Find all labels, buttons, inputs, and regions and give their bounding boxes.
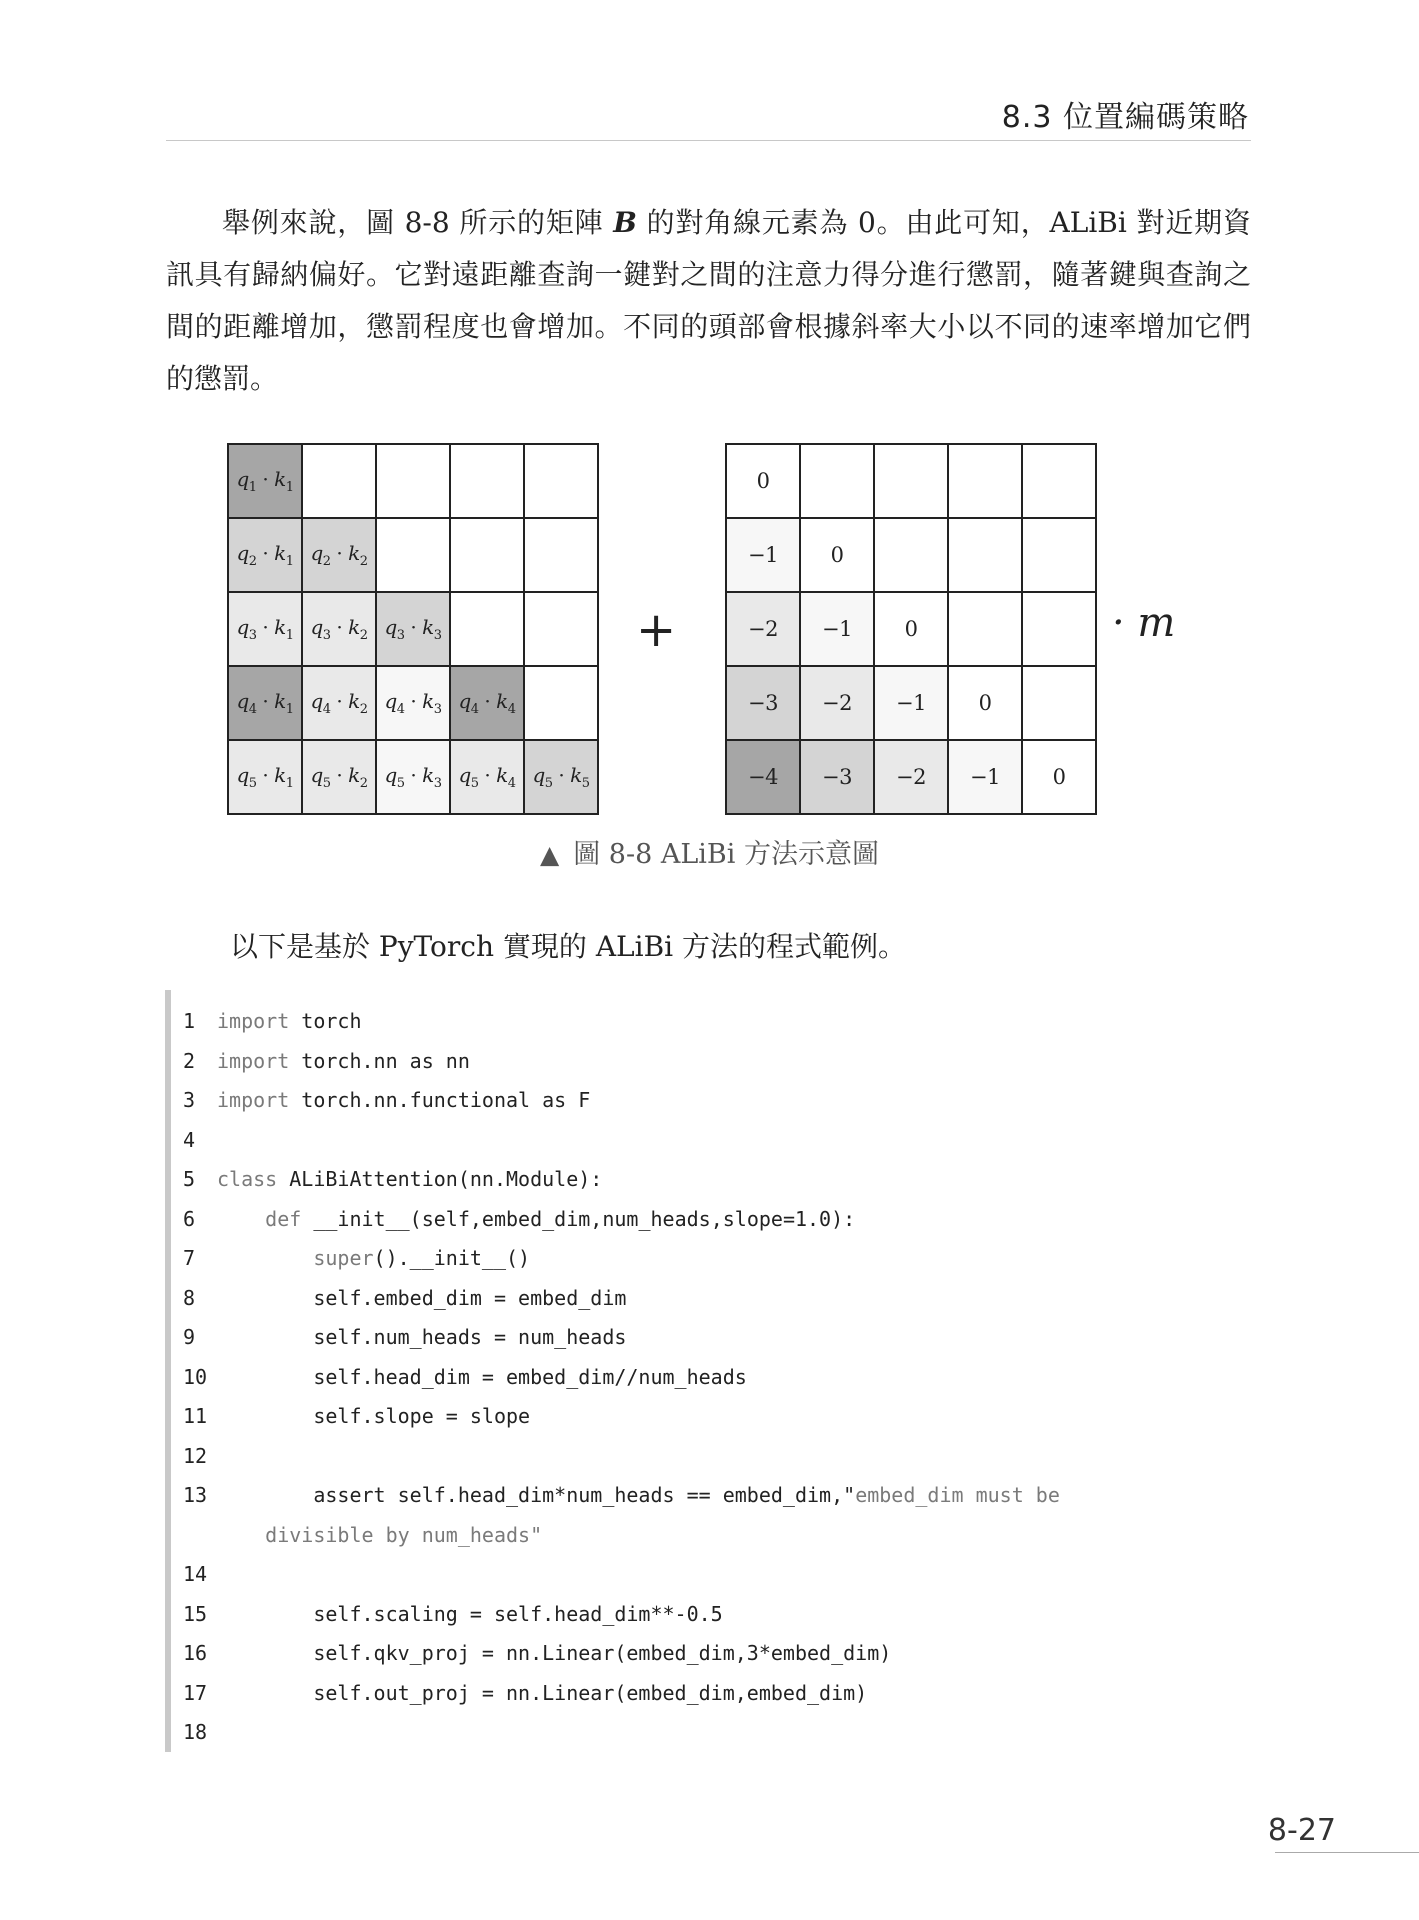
code-line <box>183 1239 1183 1279</box>
code-line <box>183 1160 1183 1200</box>
line-number: 7 <box>183 1246 196 1270</box>
bias-cell: −2 <box>800 666 874 740</box>
empty-cell <box>450 518 524 592</box>
code-text <box>217 1523 542 1547</box>
score-cell: $q_4 \cdot k_3$ <box>376 666 450 740</box>
score-cell: $q_5 \cdot k_4$ <box>450 740 524 814</box>
score-cell: $q_1 \cdot k_1$ <box>228 444 302 518</box>
line-number: 1 <box>183 1009 196 1033</box>
line-number: 10 <box>183 1364 208 1389</box>
code-line <box>183 1595 1183 1635</box>
slope-multiplier: · m <box>1112 600 1176 646</box>
bias-cell: −3 <box>800 740 874 814</box>
figure-caption-text: 圖 8-8 ALiBi 方法示意圖 <box>573 839 879 870</box>
empty-cell <box>524 592 598 666</box>
code-text: import torch <box>217 1009 362 1033</box>
code-line <box>183 1081 1183 1121</box>
code-text: super().__init__() <box>313 1246 531 1270</box>
bias-cell: −2 <box>726 592 800 666</box>
score-cell: $q_3 \cdot k_2$ <box>302 592 376 666</box>
score-cell: $q_3 \cdot k_3$ <box>376 592 450 666</box>
empty-cell <box>874 518 948 592</box>
empty-cell <box>376 518 450 592</box>
code-text: assert self.head_dim*num_heads == embed_dim,"embed_dim must be <box>313 1483 1060 1507</box>
line-number: 5 <box>183 1167 196 1191</box>
code-text: self.head_dim = embed_dim//num_heads <box>313 1364 747 1389</box>
line-number: 2 <box>183 1048 196 1073</box>
code-line <box>183 1516 1183 1556</box>
line-number: 14 <box>183 1562 208 1586</box>
code-text: self.slope = slope <box>313 1404 531 1428</box>
bias-cell: −1 <box>874 666 948 740</box>
code-text: self.qkv_proj = nn.Linear(embed_dim,3*embed_dim) <box>313 1641 892 1665</box>
code-text: import torch.nn.functional as F <box>217 1088 591 1112</box>
line-number: 18 <box>183 1720 208 1744</box>
empty-cell <box>1022 444 1096 518</box>
code-line <box>183 1318 1183 1358</box>
string-literal: embed_dim must be <box>855 1483 1060 1507</box>
bias-cell: 0 <box>800 518 874 592</box>
line-number: 11 <box>183 1404 208 1428</box>
line-number: 3 <box>183 1088 196 1112</box>
bias-cell: −3 <box>726 666 800 740</box>
bias-cell: 0 <box>726 444 800 518</box>
empty-cell <box>1022 666 1096 740</box>
line-number: 8 <box>183 1285 196 1310</box>
score-cell: $q_5 \cdot k_1$ <box>228 740 302 814</box>
position-bias-matrix <box>725 443 1097 815</box>
keyword: import <box>217 1009 290 1033</box>
code-text: self.num_heads = num_heads <box>313 1325 627 1349</box>
bias-cell: 0 <box>1022 740 1096 814</box>
code-line <box>183 1713 1183 1753</box>
line-number: 15 <box>183 1601 208 1626</box>
score-cell: $q_4 \cdot k_1$ <box>228 666 302 740</box>
empty-cell <box>450 592 524 666</box>
bias-cell: 0 <box>874 592 948 666</box>
bias-cell: −1 <box>726 518 800 592</box>
code-block-bar <box>165 990 171 1752</box>
empty-cell <box>1022 518 1096 592</box>
empty-cell <box>1022 592 1096 666</box>
code-line <box>183 1555 1183 1595</box>
empty-cell <box>524 444 598 518</box>
keyword: class <box>217 1167 278 1191</box>
line-number: 17 <box>183 1680 208 1705</box>
matrix-variable: B <box>613 206 637 239</box>
code-text: self.scaling = self.head_dim**-0.5 <box>313 1601 723 1626</box>
score-cell: $q_5 \cdot k_5$ <box>524 740 598 814</box>
score-cell: $q_4 \cdot k_4$ <box>450 666 524 740</box>
attention-score-matrix <box>227 443 599 815</box>
body-paragraph <box>166 197 1251 405</box>
header-divider <box>166 140 1251 141</box>
code-block <box>183 1002 1183 1753</box>
empty-cell <box>948 592 1022 666</box>
figure-caption <box>0 832 1419 871</box>
code-line <box>183 1634 1183 1674</box>
plus-sign: + <box>636 602 677 658</box>
code-line <box>183 1397 1183 1437</box>
triangle-marker-icon: ▲ <box>539 840 560 869</box>
code-text: import torch.nn as nn <box>217 1048 470 1073</box>
bias-cell: 0 <box>948 666 1022 740</box>
empty-cell <box>376 444 450 518</box>
line-number: 16 <box>183 1641 208 1665</box>
empty-cell <box>874 444 948 518</box>
line-number: 13 <box>183 1483 208 1507</box>
keyword: def <box>265 1206 302 1231</box>
empty-cell <box>524 518 598 592</box>
bias-cell: −2 <box>874 740 948 814</box>
score-cell: $q_5 \cdot k_2$ <box>302 740 376 814</box>
code-text: self.embed_dim = embed_dim <box>313 1285 627 1310</box>
score-cell: $q_4 \cdot k_2$ <box>302 666 376 740</box>
bias-cell: −1 <box>800 592 874 666</box>
keyword: import <box>217 1088 290 1112</box>
empty-cell <box>800 444 874 518</box>
bias-cell: −4 <box>726 740 800 814</box>
code-line <box>183 1476 1183 1516</box>
empty-cell <box>450 444 524 518</box>
empty-cell <box>302 444 376 518</box>
line-number: 4 <box>183 1127 196 1152</box>
empty-cell <box>524 666 598 740</box>
code-text: self.out_proj = nn.Linear(embed_dim,embed_dim) <box>313 1680 868 1705</box>
line-number: 6 <box>183 1206 196 1231</box>
code-text: class ALiBiAttention(nn.Module): <box>217 1167 603 1191</box>
page-number: 8-27 <box>1267 1813 1336 1848</box>
score-cell: $q_2 \cdot k_2$ <box>302 518 376 592</box>
score-cell: $q_3 \cdot k_1$ <box>228 592 302 666</box>
code-intro-text: 以下是基於 PyTorch 實現的 ALiBi 方法的程式範例。 <box>230 930 907 963</box>
line-number: 12 <box>183 1443 208 1468</box>
code-line <box>183 1358 1183 1398</box>
empty-cell <box>948 444 1022 518</box>
code-line <box>183 1200 1183 1240</box>
running-header-title: 8.3 位置編碼策略 <box>1001 100 1249 135</box>
string-literal: divisible by num_heads" <box>265 1522 543 1547</box>
line-number: 9 <box>183 1325 196 1349</box>
code-line <box>183 1042 1183 1082</box>
score-cell: $q_5 \cdot k_3$ <box>376 740 450 814</box>
code-text: def __init__(self,embed_dim,num_heads,slope=1.0): <box>265 1206 856 1231</box>
keyword: super <box>313 1246 374 1270</box>
code-line <box>183 1674 1183 1714</box>
code-line <box>183 1279 1183 1319</box>
empty-cell <box>948 518 1022 592</box>
paragraph-part-1: 舉例來說，圖 8-8 所示的矩陣 <box>222 206 614 239</box>
paragraph-part-2: 的對角線元素為 0。由此可知，ALiBi 對近期資訊具有歸納偏好。它對遠距離查詢一鍵對之間的注意力得分進行懲罰，隨著鍵與查詢之間的距離增加，懲罰程度也會增加。不同的頭部會根據斜率大小以不同的速率增加它們的懲罰。 <box>166 206 1251 395</box>
score-cell: $q_2 \cdot k_1$ <box>228 518 302 592</box>
bias-cell: −1 <box>948 740 1022 814</box>
footer-divider <box>1275 1852 1419 1853</box>
code-line <box>183 1437 1183 1477</box>
code-line <box>183 1121 1183 1161</box>
code-line <box>183 1002 1183 1042</box>
keyword: import <box>217 1048 290 1073</box>
